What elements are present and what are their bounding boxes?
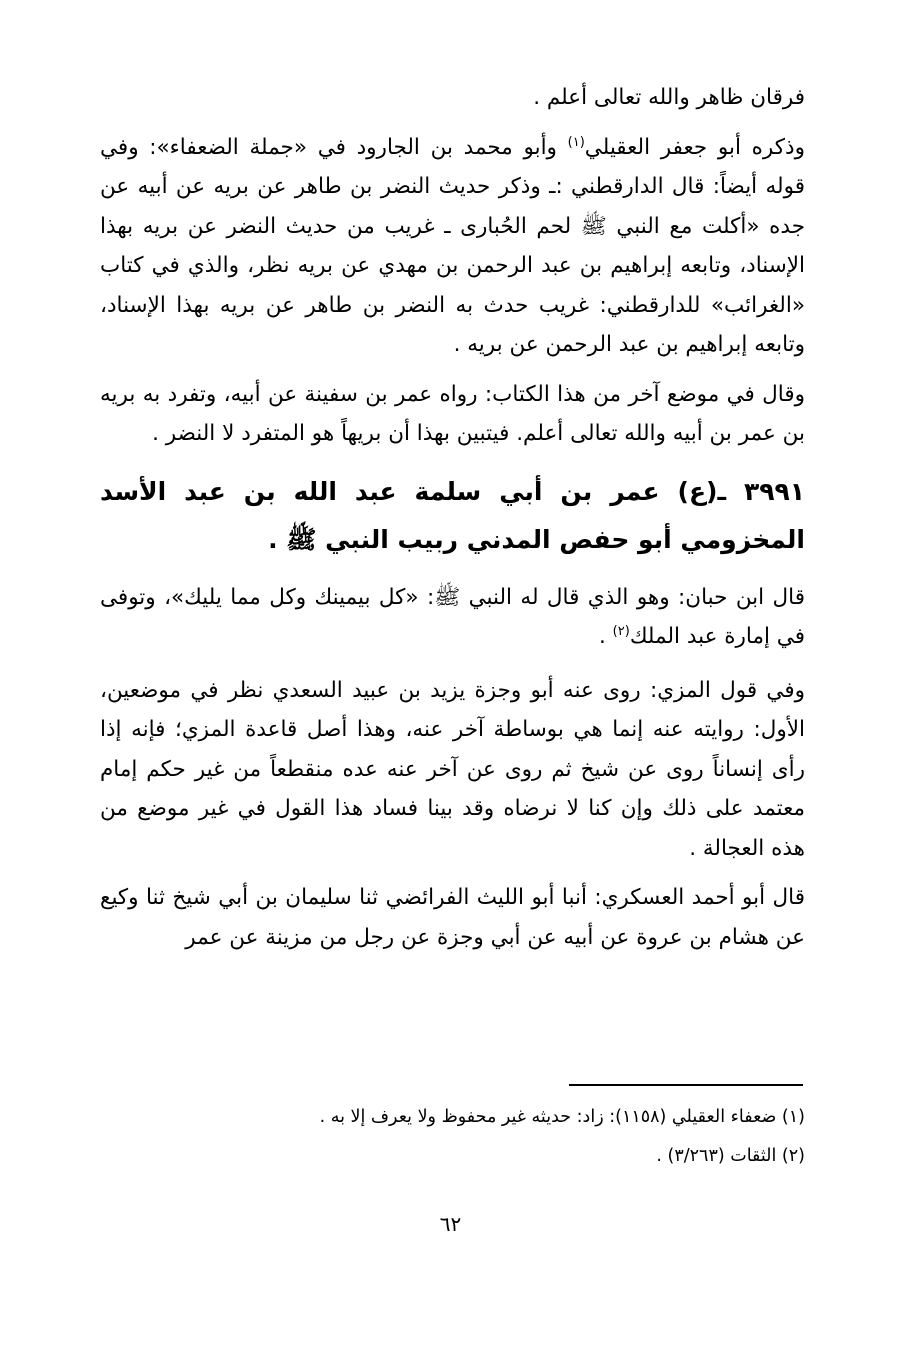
paragraph-2-rest: وأبو محمد بن الجارود في «جملة الضعفاء»: وفي قوله أيضاً: قال الدارقطني :ـ وذكر حديث النضر بن طاهر عن بريه عن أبيه عن جده «أكلت مع النبي ﷺ لحم الحُبارى ـ غريب من حديث النضر عن بريه بهذا الإسناد، وتابعه إبراهيم بن عبد الرحمن بن مهدي عن بريه نظر، والذي في كتاب «الغرائب» للدارقطني: غريب حدث به النضر بن طاهر عن بريه بهذا الإسناد، وتابعه إبراهيم بن عبد الرحمن عن بريه . bbox=[100, 134, 805, 357]
footnote-ref-2: (٢) bbox=[612, 623, 630, 639]
paragraph-3: وقال في موضع آخر من هذا الكتاب: رواه عمر بن سفينة عن أبيه، وتفرد به بريه بن عمر بن أبيه والله تعالى أعلم. فيتبين بهذا أن بريهاً هو المتفرد لا النضر . bbox=[100, 381, 805, 446]
paragraph-4-lead: قال ابن حبان: وهو الذي قال له النبي ﷺ: «كل بيمينك وكل مما يليك»، وتوفى في إمارة عبد الملك bbox=[100, 584, 805, 649]
page-number: ٦٢ bbox=[439, 1212, 462, 1236]
paragraph-2 bbox=[100, 128, 805, 365]
page-body bbox=[100, 78, 805, 957]
paragraph-4-rest: . bbox=[599, 624, 613, 649]
paragraph-5: وفي قول المزي: روى عنه أبو وجزة يزيد بن عبيد السعدي نظر في موضعين، الأول: روايته عنه إنما هي بوساطة آخر عنه، وهذا أصل قاعدة المزي؛ فإنه إذا رأى إنساناً روى عن شيخ ثم روى عن آخر عنه عده منقطعاً من غير حكم إمام معتمد على ذلك وإن كنا لا نرضاه وقد بينا فساد هذا القول في غير موضع من هذه العجالة . bbox=[100, 677, 805, 861]
paragraph-4 bbox=[100, 578, 805, 657]
footnotes bbox=[100, 1098, 805, 1176]
footnote-1: (١) ضعفاء العقيلي (١١٥٨): زاد: حديثه غير محفوظ ولا يعرف إلا به . bbox=[319, 1107, 805, 1127]
paragraph-2-lead: وذكره أبو جعفر العقيلي bbox=[584, 134, 805, 160]
footnote-ref-1: (١) bbox=[567, 134, 585, 150]
entry-heading: ٣٩٩١ ـ(ع) عمر بن أبي سلمة عبد الله بن عبد الأسد المخزومي أبو حفص المدني ربيب النبي ﷺ . bbox=[100, 476, 805, 554]
paragraph-6: قال أبو أحمد العسكري: أنبا أبو الليث الفرائضي ثنا سليمان بن أبي شيخ ثنا وكيع عن هشام بن عروة عن أبيه عن أبي وجزة عن رجل من مزينة عن عمر bbox=[100, 885, 805, 950]
footnote-2: (٢) الثقات (٣/٢٦٣) . bbox=[656, 1146, 805, 1166]
footnote-divider bbox=[569, 1084, 803, 1086]
paragraph-1: فرقان ظاهر والله تعالى أعلم . bbox=[533, 85, 805, 110]
